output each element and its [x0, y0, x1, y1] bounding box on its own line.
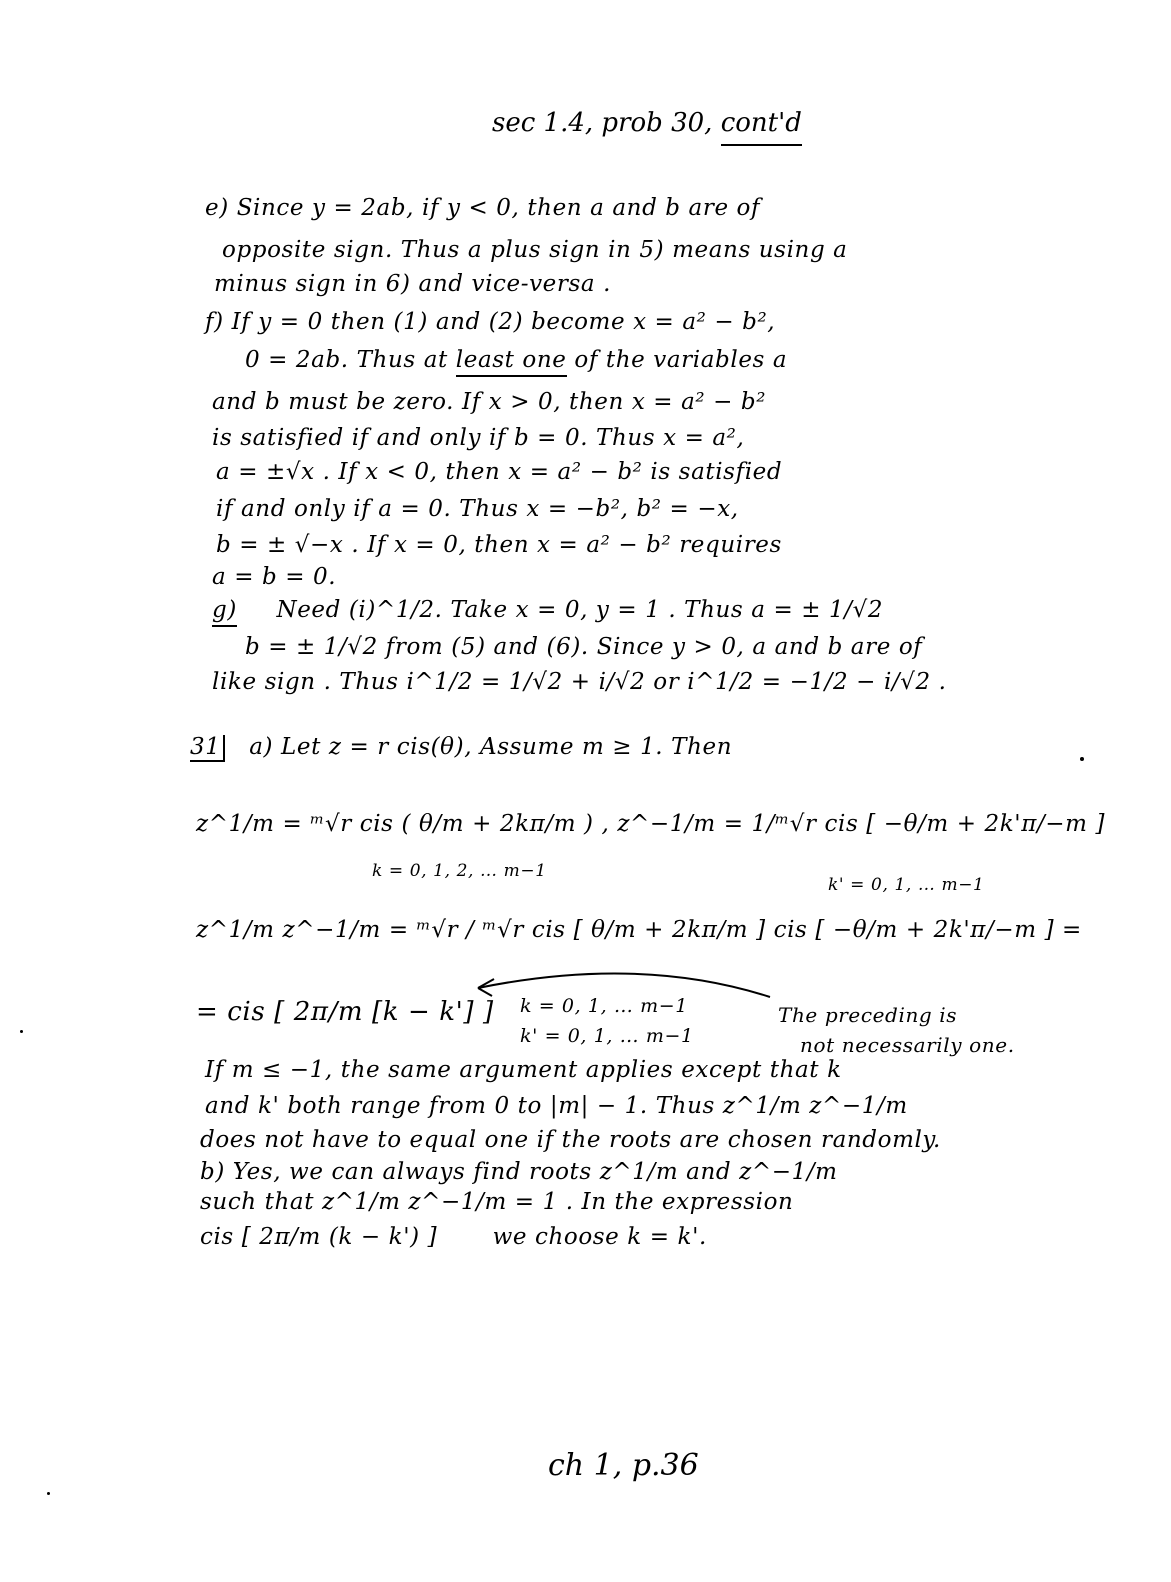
part-e-line-1: e) Since y = 2ab, if y < 0, then a and b are of	[205, 195, 761, 221]
k-range-label: k = 0, 1, 2, … m−1	[372, 861, 547, 881]
part-f-line-2-start: 0 = 2ab. Thus at	[245, 347, 448, 373]
part-f-line-3: and b must be zero. If x > 0, then x = a² − b²	[212, 389, 767, 415]
part-f-line-8: a = b = 0.	[212, 564, 337, 590]
k-prime-range-label: k' = 0, 1, … m−1	[828, 875, 985, 895]
part-b-line-1: b) Yes, we can always find roots z^1/m and z^−1/m	[200, 1159, 838, 1185]
part-a-cont-line-1: If m ≤ −1, the same argument applies except that k	[205, 1057, 842, 1083]
part-g-line-3: like sign . Thus i^1/2 = 1/√2 + i/√2 or i^1/2 = −1/2 − i/√2 .	[212, 669, 947, 695]
part-b-choose-k: we choose k = k'.	[492, 1224, 707, 1250]
part-f-line-7: b = ± √−x . If x = 0, then x = a² − b² requires	[216, 532, 782, 558]
problem-31-part-a-start: a) Let z = r cis(θ), Assume m ≥ 1. Then	[249, 734, 733, 760]
preceding-note-line-2: not necessarily one.	[800, 1033, 1015, 1057]
k-range-label-2: k = 0, 1, … m−1	[520, 995, 688, 1017]
part-g-line-2: b = ± 1/√2 from (5) and (6). Since y > 0, a and b are of	[245, 634, 923, 660]
part-b-line-3	[200, 1225, 707, 1250]
part-f-line-1: f) If y = 0 then (1) and (2) become x = a² − b²,	[205, 309, 776, 335]
part-a-cont-line-2: and k' both range from 0 to |m| − 1. Thus z^1/m z^−1/m	[205, 1093, 908, 1119]
preceding-note-line-1: The preceding is	[778, 1003, 958, 1027]
problem-31-line-4: = cis [ 2π/m [k − k'] ]	[196, 997, 494, 1027]
problem-31-line-2: z^1/m = ᵐ√r cis ( θ/m + 2kπ/m ) , z^−1/m = 1/ᵐ√r cis [ −θ/m + 2k'π/−m ]	[196, 811, 1106, 837]
scan-speck	[1080, 757, 1084, 761]
header-section-problem: sec 1.4, prob 30,	[492, 108, 713, 138]
part-g-label: g)	[212, 597, 237, 627]
problem-31-line-3: z^1/m z^−1/m = ᵐ√r / ᵐ√r cis [ θ/m + 2kπ/m ] cis [ −θ/m + 2k'π/−m ] =	[196, 917, 1082, 943]
part-a-cont-line-3: does not have to equal one if the roots are chosen randomly.	[200, 1127, 941, 1153]
part-f-line-5: a = ±√x . If x < 0, then x = a² − b² is satisfied	[216, 459, 783, 485]
part-e-line-2: opposite sign. Thus a plus sign in 5) means using a	[222, 237, 848, 263]
page-footer: ch 1, p.36	[548, 1448, 699, 1483]
part-f-line-4: is satisfied if and only if b = 0. Thus x = a²,	[212, 425, 745, 451]
part-g-line-1-text: Need (i)^1/2. Take x = 0, y = 1 . Thus a = ± 1/√2	[276, 597, 884, 623]
least-one-underlined: least one	[456, 347, 567, 377]
part-f-line-2-end: of the variables a	[574, 347, 788, 373]
scan-speck	[47, 1492, 50, 1495]
part-f-line-6: if and only if a = 0. Thus x = −b², b² = −x,	[216, 496, 739, 522]
scan-speck	[20, 1030, 23, 1033]
k-prime-range-label-2: k' = 0, 1, … m−1	[520, 1025, 694, 1047]
problem-31-number-box: 31	[190, 735, 225, 762]
header-contd-underlined: cont'd	[721, 108, 802, 146]
part-b-cis-expression: cis [ 2π/m (k − k') ]	[200, 1224, 438, 1250]
part-b-line-2: such that z^1/m z^−1/m = 1 . In the expression	[200, 1189, 794, 1215]
part-e-line-3: minus sign in 6) and vice-versa .	[214, 271, 612, 297]
